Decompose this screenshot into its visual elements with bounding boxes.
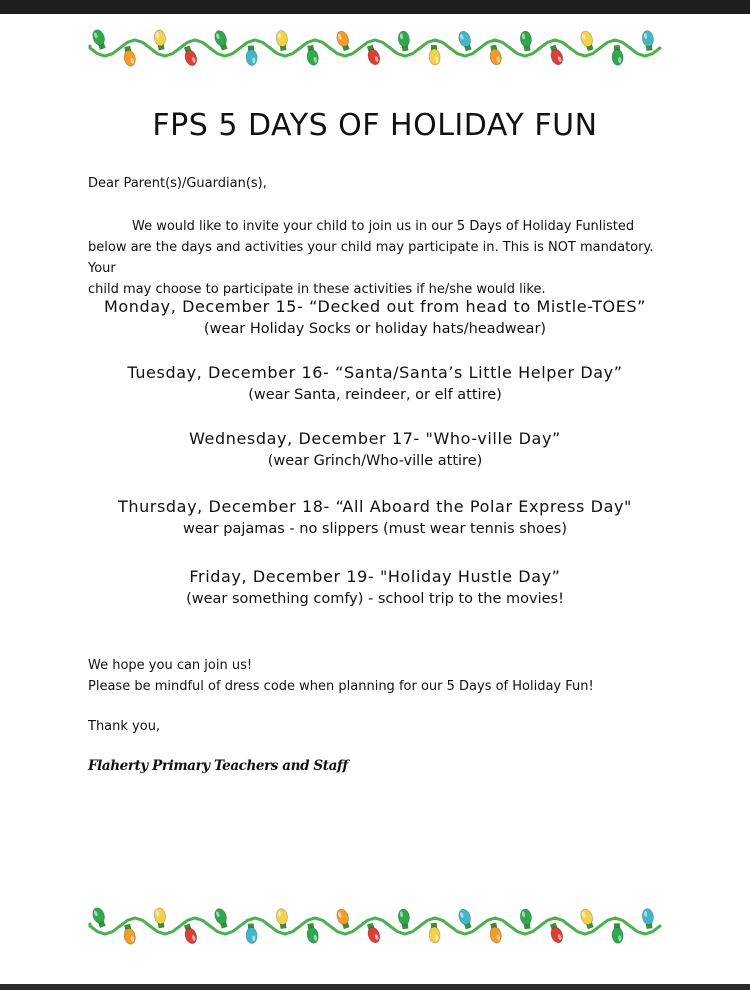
light-bulb-icon [488,44,503,66]
light-bulb-icon [365,44,382,67]
light-bulb-icon [428,923,440,944]
light-bulb-icon [611,923,623,944]
light-bulb-icon [548,44,565,67]
light-bulb-icon [579,907,596,930]
day-wednesday [60,428,690,472]
screen-bottom-bar [0,984,750,990]
intro-line-1-text: We would like to invite your child to join us in our 5 Days of Holiday Funlisted [132,219,635,234]
light-bulb-icon [428,45,440,66]
day-heading: Thursday, December 18- “All Aboard the Polar Express Day" [117,497,633,516]
intro-paragraph [88,216,668,300]
christmas-lights-icon [85,22,665,86]
day-detail: (wear something comfy) - school trip to the movies! [186,591,564,607]
light-bulb-icon [213,29,230,52]
day-heading: Monday, December 15- “Decked out from head to Mistle-TOES” [103,297,647,316]
light-bulb-icon [457,30,474,53]
light-bulb-icon [641,30,655,51]
light-bulb-icon [153,29,167,50]
light-bulb-icon [213,907,230,930]
day-friday [60,566,690,610]
light-bulb-icon [275,908,289,929]
light-bulb-icon [488,922,503,944]
screen-top-bar [0,0,750,14]
light-bulb-icon [365,922,382,945]
day-heading: Wednesday, December 17- "Who-ville Day” [189,429,561,448]
light-bulb-icon [548,922,565,945]
day-thursday [60,496,690,540]
day-detail: (wear Holiday Socks or holiday hats/headwear) [203,321,547,337]
light-bulb-icon [245,923,257,944]
day-heading: Tuesday, December 16- “Santa/Santa’s Little Helper Day” [127,363,623,382]
light-bulb-icon [91,28,108,51]
light-bulb-icon [335,907,352,930]
light-bulb-icon [275,30,289,51]
light-bulb-icon [519,908,533,929]
closing-line-2: Please be mindful of dress code when planning for our 5 Days of Holiday Fun! [88,679,594,694]
light-bulb-icon [519,30,533,51]
light-bulb-icon [245,45,257,66]
day-detail: (wear Santa, reindeer, or elf attire) [248,387,502,403]
light-bulb-icon [153,907,167,928]
intro-line-3: child may choose to participate in these activities if he/she would like. [88,282,546,297]
light-bulb-icon [182,45,199,68]
page-title: FPS 5 DAYS OF HOLIDAY FUN [152,108,598,143]
light-bulb-icon [305,44,320,66]
signature: Flaherty Primary Teachers and Staff [88,758,348,774]
day-tuesday [60,362,690,406]
christmas-lights-icon [85,900,665,964]
light-bulb-icon [579,29,596,52]
intro-line-1 [88,216,668,237]
day-monday [60,296,690,340]
light-bulb-icon [397,908,411,929]
day-detail: (wear Grinch/Who-ville attire) [267,453,483,469]
light-bulb-icon [91,906,108,929]
light-bulb-icon [457,908,474,931]
light-bulb-icon [122,45,137,67]
light-bulb-icon [305,922,320,944]
day-heading: Friday, December 19- "Holiday Hustle Day” [189,567,561,586]
light-bulb-icon [122,923,137,945]
light-bulb-icon [182,923,199,946]
thank-you: Thank you, [88,719,161,734]
intro-line-2: below are the days and activities your child may participate in. This is NOT mandatory. Your [88,240,654,276]
light-bulb-icon [397,30,411,51]
light-bulb-icon [611,45,623,66]
light-bulb-icon [641,908,655,929]
salutation: Dear Parent(s)/Guardian(s), [88,176,267,191]
day-detail: wear pajamas - no slippers (must wear tennis shoes) [183,521,567,537]
closing-line-1: We hope you can join us! [88,658,253,673]
light-bulb-icon [335,29,352,52]
